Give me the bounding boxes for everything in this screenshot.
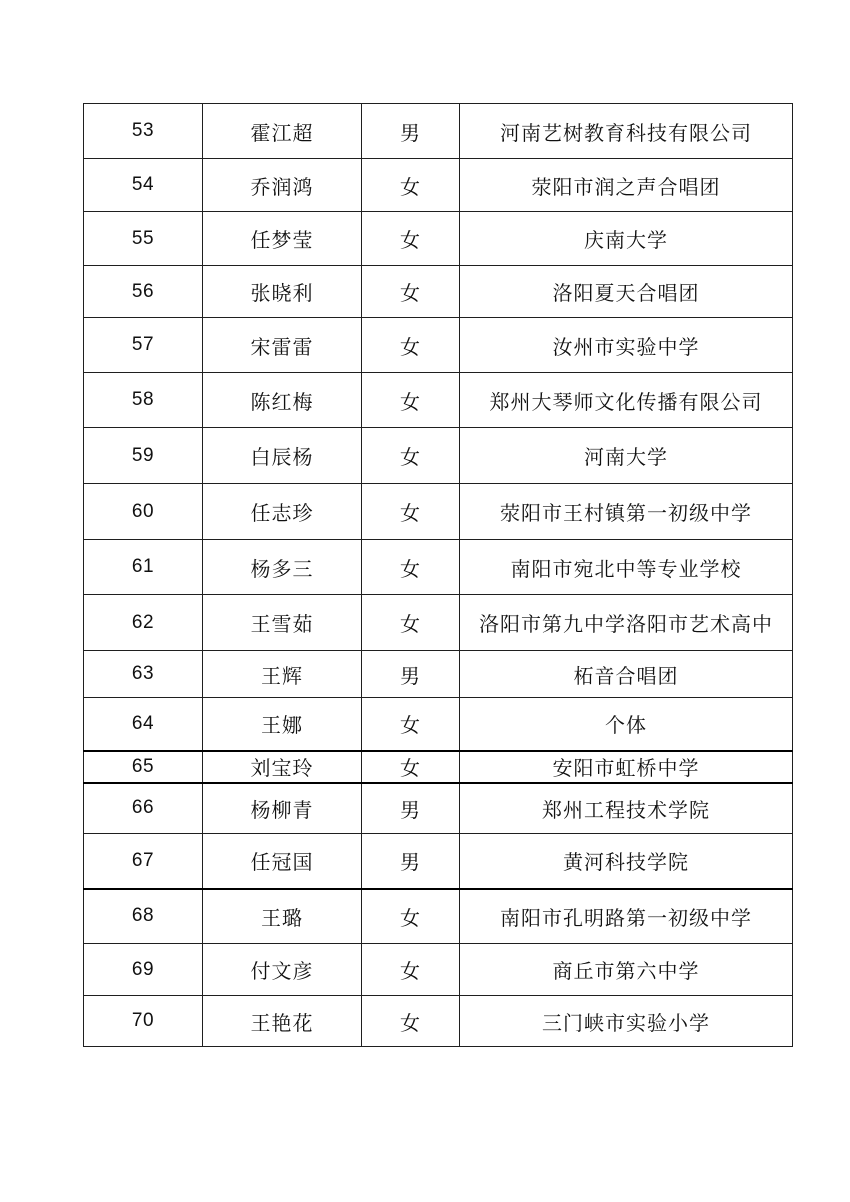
organization-cell: 郑州工程技术学院 bbox=[460, 783, 793, 834]
name-cell: 任梦莹 bbox=[203, 212, 362, 266]
table-row bbox=[84, 104, 793, 159]
name-cell: 乔润鸿 bbox=[203, 159, 362, 212]
row-number-cell: 56 bbox=[84, 266, 203, 318]
organization-cell: 南阳市孔明路第一初级中学 bbox=[460, 889, 793, 944]
table-row bbox=[84, 944, 793, 996]
row-number-cell: 62 bbox=[84, 595, 203, 651]
table-row bbox=[84, 595, 793, 651]
name-cell: 王艳花 bbox=[203, 996, 362, 1047]
table-row bbox=[84, 266, 793, 318]
name-cell: 霍江超 bbox=[203, 104, 362, 159]
row-number-cell: 53 bbox=[84, 104, 203, 159]
organization-cell: 河南大学 bbox=[460, 428, 793, 484]
name-cell: 任志珍 bbox=[203, 484, 362, 540]
organization-cell: 洛阳市第九中学洛阳市艺术高中 bbox=[460, 595, 793, 651]
row-number-cell: 65 bbox=[84, 751, 203, 783]
organization-cell: 安阳市虹桥中学 bbox=[460, 751, 793, 783]
name-cell: 王璐 bbox=[203, 889, 362, 944]
table-row bbox=[84, 834, 793, 889]
row-number-cell: 68 bbox=[84, 889, 203, 944]
gender-cell: 女 bbox=[362, 540, 460, 595]
row-number-cell: 63 bbox=[84, 651, 203, 698]
table-row bbox=[84, 540, 793, 595]
organization-cell: 柘音合唱团 bbox=[460, 651, 793, 698]
name-cell: 杨多三 bbox=[203, 540, 362, 595]
row-number-cell: 57 bbox=[84, 318, 203, 373]
table-row bbox=[84, 651, 793, 698]
roster-body bbox=[84, 104, 793, 1047]
name-cell: 任冠国 bbox=[203, 834, 362, 889]
name-cell: 刘宝玲 bbox=[203, 751, 362, 783]
table-row bbox=[84, 889, 793, 944]
row-number-cell: 60 bbox=[84, 484, 203, 540]
gender-cell: 女 bbox=[362, 159, 460, 212]
gender-cell: 女 bbox=[362, 484, 460, 540]
table-row bbox=[84, 751, 793, 783]
name-cell: 陈红梅 bbox=[203, 373, 362, 428]
gender-cell: 男 bbox=[362, 651, 460, 698]
row-number-cell: 64 bbox=[84, 698, 203, 751]
name-cell: 王娜 bbox=[203, 698, 362, 751]
organization-cell: 郑州大琴师文化传播有限公司 bbox=[460, 373, 793, 428]
table-row bbox=[84, 318, 793, 373]
gender-cell: 女 bbox=[362, 698, 460, 751]
table-row bbox=[84, 428, 793, 484]
table-row bbox=[84, 212, 793, 266]
gender-cell: 男 bbox=[362, 104, 460, 159]
row-number-cell: 67 bbox=[84, 834, 203, 889]
row-number-cell: 54 bbox=[84, 159, 203, 212]
organization-cell: 黄河科技学院 bbox=[460, 834, 793, 889]
table-row bbox=[84, 698, 793, 751]
name-cell: 张晓利 bbox=[203, 266, 362, 318]
organization-cell: 荥阳市王村镇第一初级中学 bbox=[460, 484, 793, 540]
name-cell: 白辰杨 bbox=[203, 428, 362, 484]
organization-cell: 庆南大学 bbox=[460, 212, 793, 266]
organization-cell: 南阳市宛北中等专业学校 bbox=[460, 540, 793, 595]
organization-cell: 河南艺树教育科技有限公司 bbox=[460, 104, 793, 159]
name-cell: 王雪茹 bbox=[203, 595, 362, 651]
gender-cell: 女 bbox=[362, 318, 460, 373]
row-number-cell: 59 bbox=[84, 428, 203, 484]
row-number-cell: 70 bbox=[84, 996, 203, 1047]
gender-cell: 男 bbox=[362, 834, 460, 889]
gender-cell: 女 bbox=[362, 889, 460, 944]
gender-cell: 女 bbox=[362, 944, 460, 996]
gender-cell: 男 bbox=[362, 783, 460, 834]
gender-cell: 女 bbox=[362, 428, 460, 484]
table-row bbox=[84, 159, 793, 212]
name-cell: 宋雷雷 bbox=[203, 318, 362, 373]
table-row bbox=[84, 484, 793, 540]
row-number-cell: 69 bbox=[84, 944, 203, 996]
gender-cell: 女 bbox=[362, 996, 460, 1047]
gender-cell: 女 bbox=[362, 266, 460, 318]
gender-cell: 女 bbox=[362, 751, 460, 783]
gender-cell: 女 bbox=[362, 212, 460, 266]
organization-cell: 商丘市第六中学 bbox=[460, 944, 793, 996]
organization-cell: 三门峡市实验小学 bbox=[460, 996, 793, 1047]
row-number-cell: 55 bbox=[84, 212, 203, 266]
organization-cell: 洛阳夏天合唱团 bbox=[460, 266, 793, 318]
organization-cell: 汝州市实验中学 bbox=[460, 318, 793, 373]
organization-cell: 荥阳市润之声合唱团 bbox=[460, 159, 793, 212]
row-number-cell: 66 bbox=[84, 783, 203, 834]
name-cell: 杨柳青 bbox=[203, 783, 362, 834]
gender-cell: 女 bbox=[362, 595, 460, 651]
table-row bbox=[84, 996, 793, 1047]
row-number-cell: 61 bbox=[84, 540, 203, 595]
organization-cell: 个体 bbox=[460, 698, 793, 751]
name-cell: 付文彦 bbox=[203, 944, 362, 996]
gender-cell: 女 bbox=[362, 373, 460, 428]
row-number-cell: 58 bbox=[84, 373, 203, 428]
table-row bbox=[84, 373, 793, 428]
roster-table bbox=[83, 103, 793, 1047]
table-row bbox=[84, 783, 793, 834]
name-cell: 王辉 bbox=[203, 651, 362, 698]
